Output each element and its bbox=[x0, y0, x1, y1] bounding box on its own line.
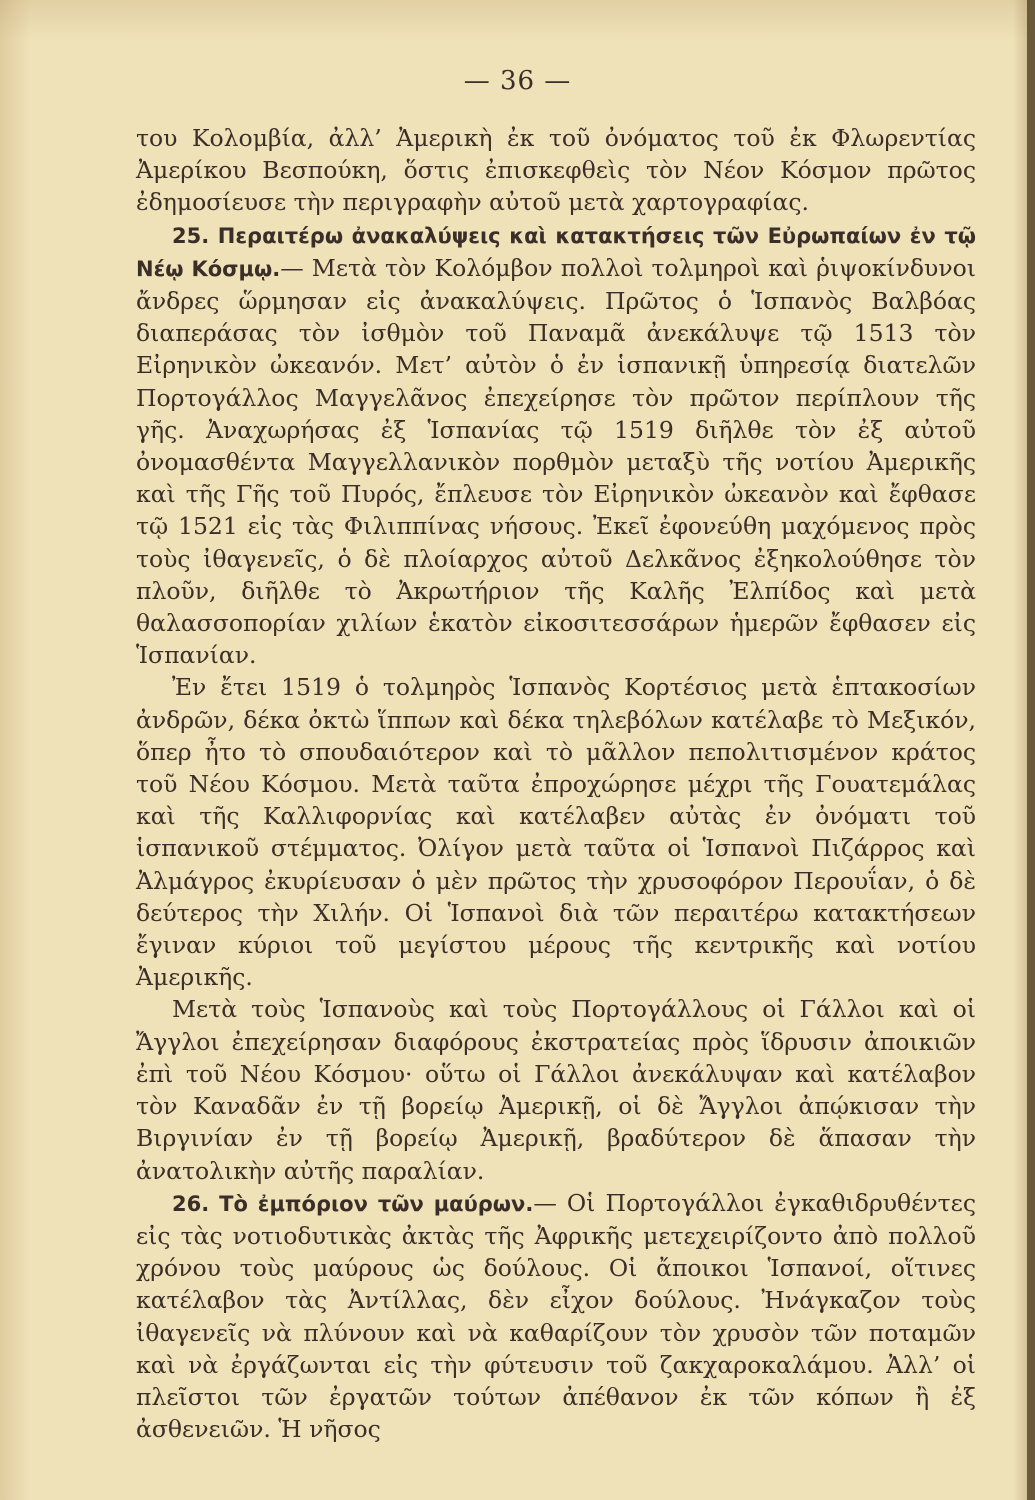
paragraph-continuation: του Κολομβία, ἀλλ’ Ἀμερικὴ ἐκ τοῦ ὀνόματος τοῦ ἐκ Φλωρεντίας Ἀμερίκου Βεσπούκη, ὅστις ἐπισκεφθεὶς τὸν Νέον Κόσμον πρῶτος ἐδημοσίευσε τὴν περιγραφὴν αὐτοῦ μετὰ χαρτογραφίας. bbox=[136, 124, 976, 217]
section-25 bbox=[136, 219, 976, 672]
section-26-heading: 26. Τὸ ἐμπόριον τῶν μαύρων. bbox=[172, 1191, 534, 1216]
page-edge bbox=[1027, 0, 1035, 1500]
section-26-body: — Οἱ Πορτογάλλοι ἐγκαθιδρυθέντες εἰς τὰς νοτιοδυτικὰς ἀκτὰς τῆς Ἀφρικῆς μετεχειρίζοντο ἀπὸ πολλοῦ χρόνου τοὺς μαύρους ὡς δούλους. Οἱ ἄποικοι Ἱσπανοί, οἵτινες κατέλαβον τὰς Ἀντίλλας, δὲν εἶχον δούλους. Ἠνάγκαζον τοὺς ἰθαγενεῖς νὰ πλύνουν καὶ νὰ καθαρίζουν τὸν χρυσὸν τῶν ποταμῶν καὶ νὰ ἐργάζωνται εἰς τὴν φύτευσιν τοῦ ζακχαροκαλάμου. Ἀλλ’ οἱ πλεῖστοι τῶν ἐργατῶν τούτων ἀπέθανον ἐκ τῶν κόπων ἢ ἐξ ἀσθενειῶν. Ἡ νῆσος bbox=[136, 1188, 976, 1444]
body-text bbox=[136, 122, 976, 1445]
section-26 bbox=[136, 1187, 976, 1446]
paragraph-cortes: Ἐν ἔτει 1519 ὁ τολμηρὸς Ἱσπανὸς Κορτέσιος μετὰ ἑπτακοσίων ἀνδρῶν, δέκα ὀκτὼ ἵππων καὶ δέκα τηλεβόλων κατέλαβε τὸ Μεξικόν, ὅπερ ἦτο τὸ σπουδαιότερον καὶ τὸ μᾶλλον πεπολιτισμένον κράτος τοῦ Νέου Κόσμου. Μετὰ ταῦτα ἐπροχώρησε μέχρι τῆς Γουατεμάλας καὶ τῆς Καλλιφορνίας καὶ κατέλαβεν αὐτὰς ἐν ὀνόματι τοῦ ἱσπανικοῦ στέμματος. Ὀλίγον μετὰ ταῦτα οἱ Ἱσπανοὶ Πιζάρρος καὶ Ἀλμάγρος ἐκυρίευσαν ὁ μὲν πρῶτος τὴν χρυσοφόρον Περουΐαν, ὁ δὲ δεύτερος τὴν Χιλήν. Οἱ Ἱσπανοὶ διὰ τῶν περαιτέρω κατακτήσεων ἔγιναν κύριοι τοῦ μεγίστου μέρους τῆς κεντρικῆς καὶ νοτίου Ἀμερικῆς. bbox=[136, 673, 976, 992]
paragraph-french-english: Μετὰ τοὺς Ἱσπανοὺς καὶ τοὺς Πορτογάλλους οἱ Γάλλοι καὶ οἱ Ἄγγλοι ἐπεχείρησαν διαφόρους ἐκστρατείας πρὸς ἵδρυσιν ἀποικιῶν ἐπὶ τοῦ Νέου Κόσμου· οὕτω οἱ Γάλλοι ἀνεκάλυψαν καὶ κατέλαβον τὸν Καναδᾶν ἐν τῇ βορείῳ Ἀμερικῇ, οἱ δὲ Ἄγγλοι ἀπῴκισαν τὴν Βιργινίαν ἐν τῇ βορείῳ Ἀμερικῇ, βραδύτερον δὲ ἅπασαν τὴν ἀνατολικὴν αὐτῆς παραλίαν. bbox=[136, 995, 976, 1185]
section-25-heading: 25. Περαιτέρω ἀνακαλύψεις καὶ κατακτήσεις τῶν Εὐρωπαίων ἐν τῷ Νέῳ Κόσμῳ. bbox=[136, 223, 976, 281]
section-25-body: — Μετὰ τὸν Κολόμβον πολλοὶ τολμηροὶ καὶ ῥιψοκίνδυνοι ἄνδρες ὥρμησαν εἰς ἀνακαλύψεις. Πρῶτος ὁ Ἱσπανὸς Βαλβόας διαπεράσας τὸν ἰσθμὸν τοῦ Παναμᾶ ἀνεκάλυψε τῷ 1513 τὸν Εἰρηνικὸν ὠκεανόν. Μετ’ αὐτὸν ὁ ἐν ἱσπανικῇ ὑπηρεσίᾳ διατελῶν Πορτογάλλος Μαγγελᾶνος ἐπεχείρησε τὸν πρῶτον περίπλουν τῆς γῆς. Ἀναχωρήσας ἐξ Ἱσπανίας τῷ 1519 διῆλθε τὸν ἐξ αὐτοῦ ὀνομασθέντα Μαγγελλανικὸν πορθμὸν μεταξὺ τῆς νοτίου Ἀμερικῆς καὶ τῆς Γῆς τοῦ Πυρός, ἔπλευσε τὸν Εἰρηνικὸν ὠκεανὸν καὶ ἔφθασε τῷ 1521 εἰς τὰς Φιλιππίνας νήσους. Ἐκεῖ ἐφονεύθη μαχόμενος πρὸς τοὺς ἰθαγενεῖς, ὁ δὲ πλοίαρχος αὐτοῦ Δελκᾶνος ἐξηκολούθησε τὸν πλοῦν, διῆλθε τὸ Ἀκρωτήριον τῆς Καλῆς Ἐλπίδος καὶ μετὰ θαλασσοπορίαν χιλίων ἑκατὸν εἰκοσιτεσσάρων ἡμερῶν ἔφθασεν εἰς Ἱσπανίαν. bbox=[136, 253, 976, 670]
page-number: — 36 — bbox=[463, 66, 572, 96]
